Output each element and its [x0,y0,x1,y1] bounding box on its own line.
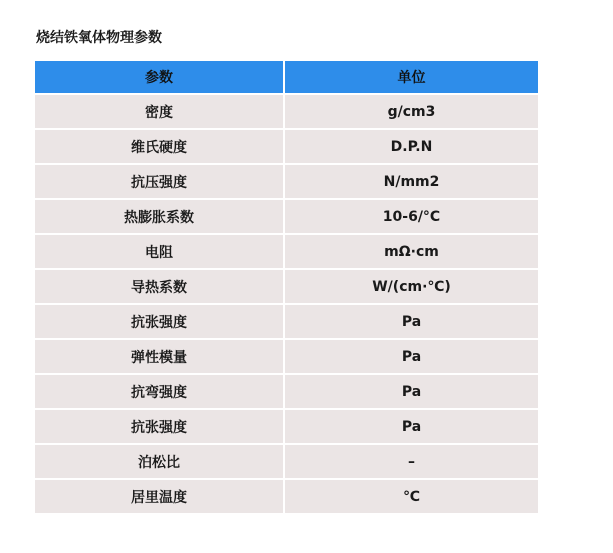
table-row [35,270,538,305]
unit-cell: N/mm2 [285,165,538,200]
param-cell: 维氏硬度 [35,130,285,165]
physical-parameters-table [35,61,538,513]
unit-cell: Pa [285,410,538,445]
unit-cell: – [285,445,538,480]
table-row [35,130,538,165]
unit-cell: ℃ [285,480,538,513]
unit-cell: Pa [285,375,538,410]
table-row [35,305,538,340]
table-row [35,235,538,270]
param-cell: 居里温度 [35,480,285,513]
unit-cell: Pa [285,340,538,375]
param-cell: 抗弯强度 [35,375,285,410]
table-row [35,95,538,130]
unit-cell: mΩ·cm [285,235,538,270]
table-row [35,340,538,375]
unit-cell: Pa [285,305,538,340]
table-row [35,480,538,513]
param-cell: 热膨胀系数 [35,200,285,235]
table-row [35,375,538,410]
unit-cell: g/cm3 [285,95,538,130]
table-row [35,445,538,480]
table-row [35,165,538,200]
unit-cell: D.P.N [285,130,538,165]
param-cell: 密度 [35,95,285,130]
table-row [35,200,538,235]
table-row [35,410,538,445]
param-cell: 电阻 [35,235,285,270]
param-cell: 弹性模量 [35,340,285,375]
param-cell: 抗张强度 [35,305,285,340]
column-header-unit: 单位 [285,61,538,95]
param-cell: 泊松比 [35,445,285,480]
param-cell: 导热系数 [35,270,285,305]
unit-cell: W/(cm·℃) [285,270,538,305]
table-header-row [35,61,538,95]
unit-cell: 10-6/°C [285,200,538,235]
param-cell: 抗压强度 [35,165,285,200]
column-header-param: 参数 [35,61,285,95]
page-title: 烧结铁氧体物理参数 [36,30,162,46]
param-cell: 抗张强度 [35,410,285,445]
